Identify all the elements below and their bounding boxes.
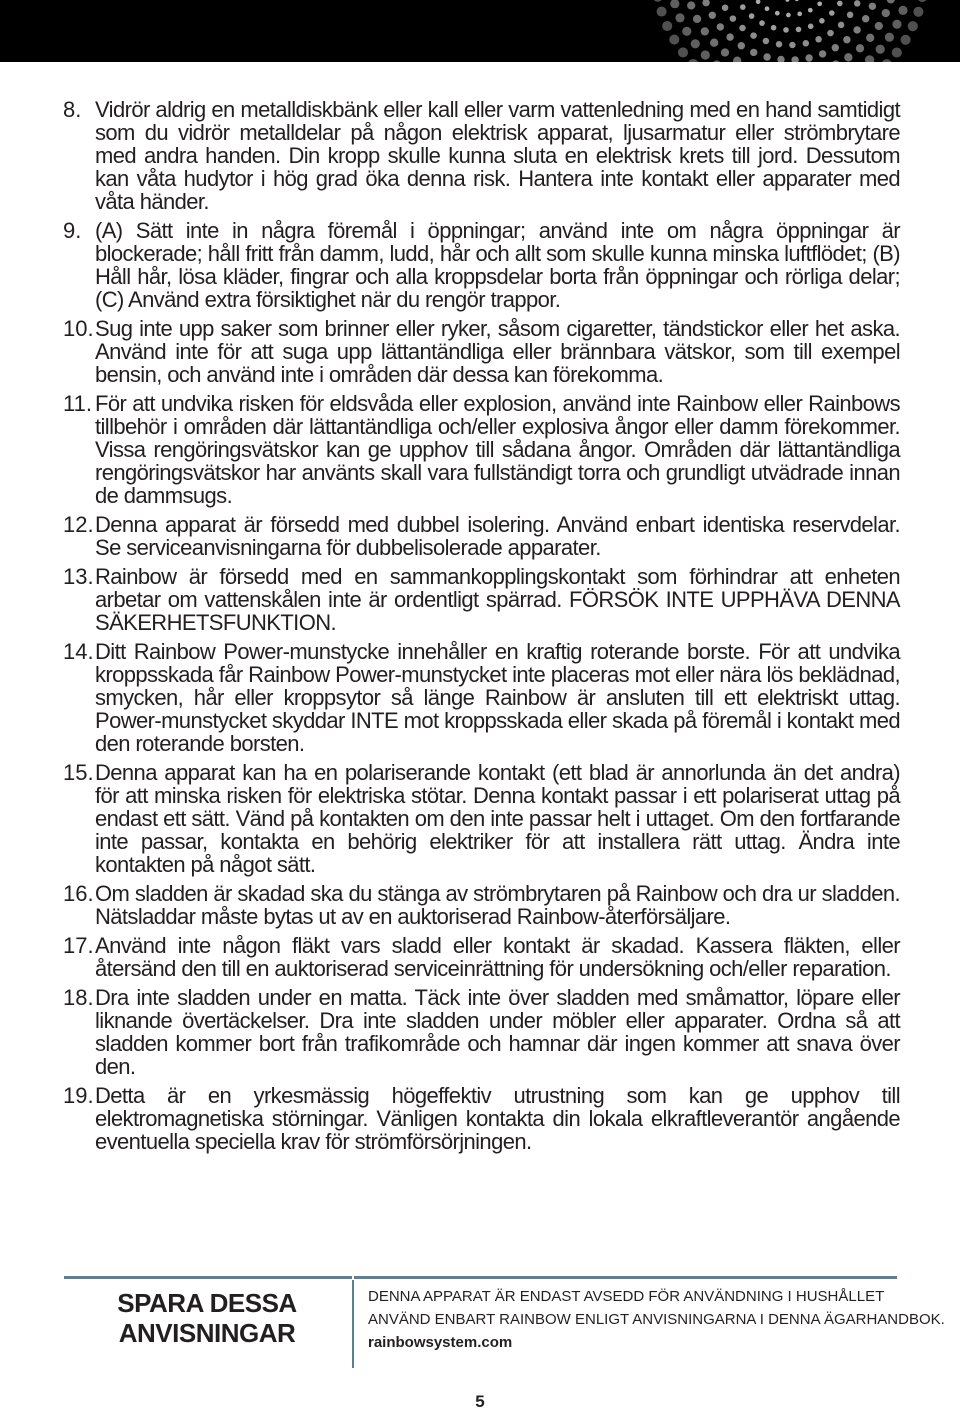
item-number: 12.	[63, 512, 94, 537]
decorative-dot	[854, 0, 861, 7]
save-instructions-heading	[64, 1288, 350, 1348]
decorative-dot	[777, 56, 784, 62]
decorative-dot	[869, 3, 876, 10]
decorative-dot	[789, 42, 796, 49]
decorative-dot	[750, 32, 757, 39]
decorative-dot	[726, 33, 733, 40]
decorative-dot	[815, 36, 822, 43]
decorative-dot	[738, 42, 745, 49]
item-text: Om sladden är skadad ska du stänga av strömbrytaren på Rainbow och dra ur sladden. Nätsladdar måste bytas ut av en auktoriserad Rainbow-återförsäljare.	[95, 881, 900, 929]
list-item	[63, 986, 900, 1078]
decorative-dot	[750, 49, 757, 56]
item-number: 11.	[63, 391, 92, 416]
item-text: Ditt Rainbow Power-munstycke innehåller en kraftig roterande borste. För att undvika kroppsskada får Rainbow Power-munstycket inte placeras mot eller nära lös beklädnad, smycken, hår eller kroppsytor så länge Rainbow är ansluten till ett elektriskt uttag. Power-munstycket skyddar INTE mot kroppsskada eller skada på föremål i kontakt med den roterande borsten.	[95, 639, 900, 756]
footer-divider	[352, 1280, 354, 1368]
item-text: Vidrör aldrig en metalldiskbänk eller kall eller varm vattenledning med en hand samtidigt som du vidrör metalldelar på någon elektrisk apparat, ljusarmatur eller strömbrytare med andra handen. Din kropp skulle kunna sluta en elektrisk krets till jord. Dessutom kan våta hudytor i hög grad öka denna risk. Hantera inte kontakt eller apparater med våta händer.	[95, 97, 900, 214]
decorative-dot	[739, 25, 746, 32]
decorative-dot	[913, 7, 923, 17]
item-text: Sug inte upp saker som brinner eller ryker, såsom cigaretter, tändstickor eller het aska. Använd inte för att suga upp lättantändliga eller brännbara vätskor, som till exempel bensin, och använd inte i områden där dessa kan förekomma.	[95, 316, 900, 387]
decorative-dot	[791, 56, 798, 62]
decorative-dot	[709, 12, 716, 19]
decorative-dot	[805, 54, 812, 61]
decorative-dot	[908, 21, 918, 31]
decorative-dot	[733, 57, 741, 62]
decorative-dot	[892, 47, 902, 57]
decorative-dot	[843, 36, 850, 43]
decorative-dot	[702, 0, 709, 6]
decorative-dot	[670, 0, 679, 8]
decorative-dot	[675, 13, 684, 22]
decorative-dot	[847, 12, 854, 18]
decorative-dot	[817, 1, 822, 6]
decorative-dot	[682, 27, 691, 36]
radial-dots-decoration	[620, 0, 960, 62]
decorative-dot	[776, 41, 783, 48]
list-item	[63, 392, 900, 507]
decorative-dot	[763, 38, 770, 45]
item-number: 17.	[63, 933, 94, 958]
decorative-dot	[657, 7, 667, 17]
decorative-dot	[887, 0, 895, 3]
decorative-dot	[763, 53, 770, 60]
decorative-dot	[765, 6, 770, 11]
decorative-dot	[730, 15, 737, 22]
list-item	[63, 317, 900, 386]
decorative-dot	[722, 4, 729, 11]
item-number: 19.	[63, 1083, 94, 1108]
website-link[interactable]: rainbowsystem.com	[368, 1334, 513, 1351]
decorative-dot	[721, 48, 729, 56]
decorative-dot	[844, 53, 852, 61]
decorative-dot	[901, 35, 911, 45]
decorative-dot	[832, 60, 840, 62]
item-number: 15.	[63, 760, 94, 785]
list-item	[63, 1084, 900, 1153]
item-text: Denna apparat kan ha en polariserande kontakt (ett blad är annorlunda än det andra) för att minska risken för elektriska stötar. Denna kontakt passar i ett polariserat uttag på endast ett sätt. Vänd på kontakten om den inte passar helt i uttaget. Om den fortfarande inte passar, kontakta en behörig elektriker för att installera rätt uttag. Ändra inte kontakten på något sätt.	[95, 760, 900, 877]
decorative-dot	[808, 8, 813, 13]
decorative-dot	[669, 35, 679, 45]
decorative-dot	[882, 9, 890, 17]
page-number: 5	[475, 1392, 485, 1411]
decorative-dot	[701, 27, 709, 35]
decorative-dot	[786, 0, 790, 2]
decorative-dot	[771, 25, 777, 31]
safety-instructions-list	[63, 98, 900, 1159]
decorative-dot	[701, 50, 710, 59]
decorative-dot	[885, 33, 894, 42]
decorative-dot	[917, 0, 927, 2]
footer-notice	[368, 1285, 945, 1354]
footer-rule-right	[354, 1276, 897, 1279]
decorative-dot	[749, 13, 755, 19]
item-text: Använd inte någon fläkt vars sladd eller kontakt är skadad. Kassera fläkten, eller återsänd den till en auktoriserad serviceinrättning för undersökning och/eller reparation.	[95, 933, 900, 981]
decorative-dot	[819, 18, 825, 24]
list-item	[63, 513, 900, 559]
decorative-dot	[853, 26, 860, 33]
item-text: För att undvika risken för eldsvåda eller explosion, använd inte Rainbow eller Rainbows tillbehör i områden där lättantändliga och/eller explosiva ångor eller damm förekommer. Vissa rengöringsvätskor kan ge upphov till sådana ångor. Områden där lättantändliga rengöringsvätskor har använts skall vara fullständigt torra och grundligt utvädrade innan de dammsugs.	[95, 391, 900, 508]
decorative-dot	[693, 15, 701, 23]
item-number: 8.	[63, 97, 82, 122]
decorative-dot	[837, 1, 843, 7]
item-text: Detta är en yrkesmässig högeffektiv utrustning som kan ge upphov till elektromagnetiska störningar. Vänligen kontakta din lokala elkraftleverantör angående eventuella speciella krav för strömförsörjningen.	[95, 1083, 900, 1154]
decorative-dot	[775, 11, 780, 16]
header-bar	[0, 0, 960, 62]
decorative-dot	[832, 44, 839, 51]
decorative-dot	[882, 59, 892, 62]
decorative-dot	[687, 1, 695, 9]
decorative-dot	[827, 30, 834, 37]
decorative-dot	[759, 20, 765, 26]
item-number: 10.	[63, 316, 94, 341]
decorative-dot	[662, 21, 672, 31]
decorative-dot	[865, 55, 874, 62]
decorative-dot	[829, 10, 835, 16]
decorative-dot	[717, 23, 724, 30]
list-item	[63, 882, 900, 928]
decorative-dot	[710, 39, 718, 47]
item-number: 13.	[63, 564, 94, 589]
decorative-dot	[783, 27, 789, 33]
decorative-dot	[740, 4, 746, 10]
item-number: 9.	[63, 218, 82, 243]
list-item	[63, 640, 900, 755]
decorative-dot	[875, 22, 883, 30]
decorative-dot	[678, 47, 688, 57]
list-item	[63, 934, 900, 980]
item-text: Denna apparat är försedd med dubbel isolering. Använd enbart identiska reservdelar. Se serviceanvisningarna för dubbelisolerade apparater.	[95, 512, 900, 560]
item-text: (A) Sätt inte in några föremål i öppningar; använd inte om några öppningar är blockerade; håll fritt från damm, ludd, hår och allt som skulle kunna minska luftflödet; (B) Håll hår, lösa kläder, fingrar och alla kroppsdelar borta från öppningar och rörliga delar; (C) Använd extra försiktighet när du rengör trappor.	[95, 218, 900, 312]
decorative-dot	[796, 27, 802, 33]
decorative-dot	[819, 50, 826, 57]
decorative-dot	[862, 15, 869, 22]
save-heading-line1: SPARA DESSA	[117, 1288, 297, 1318]
notice-line1: DENNA APPARAT ÄR ENDAST AVSEDD FÖR ANVÄNDNING I HUSHÅLLET	[368, 1288, 885, 1305]
item-number: 16.	[63, 881, 94, 906]
decorative-dot	[786, 13, 791, 18]
decorative-dot	[653, 0, 663, 2]
decorative-dot	[838, 22, 845, 29]
list-item	[63, 219, 900, 311]
decorative-dot	[808, 24, 814, 30]
item-text: Dra inte sladden under en matta. Täck inte över sladden med småmattor, löpare eller liknande övertäckelser. Dra inte sladden under möbler eller apparater. Ordna så att sladden kommer bort från trafikområde och hamnar där ingen kommer att snava över den.	[95, 985, 900, 1079]
decorative-dot	[797, 12, 802, 17]
decorative-dot	[856, 44, 864, 52]
item-number: 18.	[63, 985, 94, 1010]
notice-line2: ANVÄND ENBART RAINBOW ENLIGT ANVISNINGARNA I DENNA ÄGARHANDBOK.	[368, 1311, 945, 1328]
decorative-dot	[866, 34, 874, 42]
item-number: 14.	[63, 639, 94, 664]
decorative-dot	[691, 39, 700, 48]
decorative-dot	[898, 6, 907, 15]
footer-rule-left	[64, 1276, 352, 1279]
save-heading-line2: ANVISNINGAR	[118, 1318, 296, 1348]
decorative-dot	[688, 59, 698, 62]
list-item	[63, 98, 900, 213]
list-item	[63, 761, 900, 876]
decorative-dot	[756, 0, 761, 4]
decorative-dot	[712, 60, 721, 62]
decorative-dot	[876, 45, 885, 54]
decorative-dot	[803, 40, 810, 47]
list-item	[63, 565, 900, 634]
decorative-dot	[795, 0, 799, 1]
decorative-dot	[892, 20, 901, 29]
item-text: Rainbow är försedd med en sammankopplingskontakt som förhindrar att enheten arbetar om vattenskålen inte är ordentligt spärrad. FÖRSÖK INTE UPPHÄVA DENNA SÄKERHETSFUNKTION.	[95, 564, 900, 635]
